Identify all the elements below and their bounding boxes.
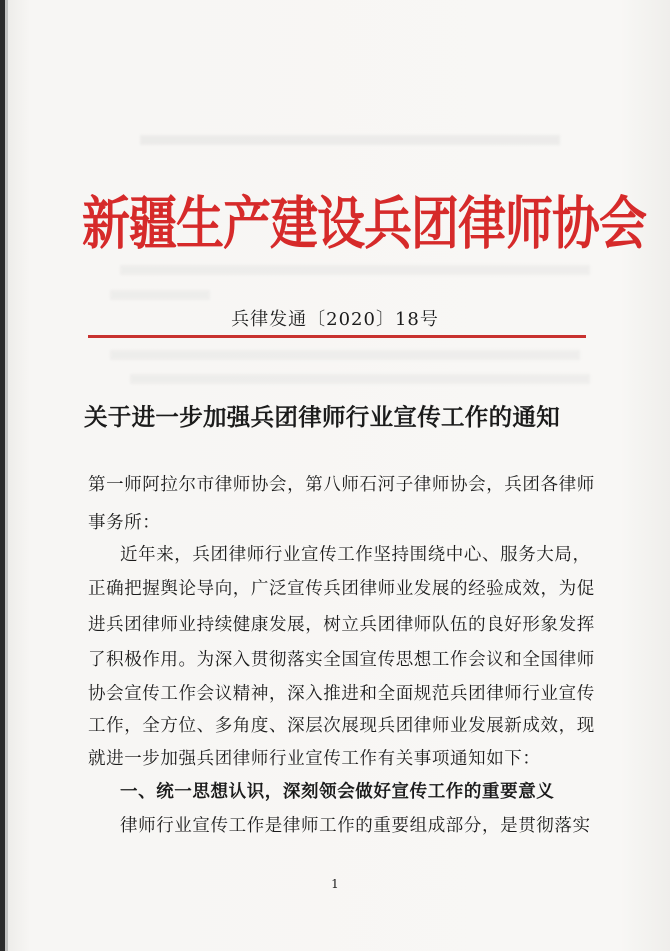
red-divider-rule [88,335,586,338]
body-line: 律师行业宣传工作是律师工作的重要组成部分，是贯彻落实 [120,816,591,836]
organization-header: 新疆生产建设兵团律师协会 [82,191,647,258]
body-line: 正确把握舆论导向，广泛宣传兵团律师业发展的经验成效，为促 [88,579,595,599]
document-number: 兵律发通〔2020〕18号 [231,309,439,330]
bleed-through-3 [110,290,210,300]
body-line: 协会宣传工作会议精神，深入推进和全面规范兵团律师行业宣传 [88,684,595,704]
body-line: 工作，全方位、多角度、深层次展现兵团律师业发展新成效，现 [88,716,595,736]
bleed-through-5 [130,374,590,384]
bleed-through-4 [110,350,580,360]
body-line: 了积极作用。为深入贯彻落实全国宣传思想工作会议和全国律师 [88,650,595,670]
section-heading: 一、统一思想认识，深刻领会做好宣传工作的重要意义 [120,782,555,802]
body-line: 第一师阿拉尔市律师协会，第八师石河子律师协会，兵团各律师 [88,475,595,495]
scan-edge-shadow [5,0,8,951]
body-line: 就进一步加强兵团律师行业宣传工作有关事项通知如下： [88,749,541,769]
notice-title: 关于进一步加强兵团律师行业宣传工作的通知 [84,403,560,431]
body-line: 近年来，兵团律师行业宣传工作坚持围绕中心、服务大局， [120,545,591,565]
bleed-through-1 [140,135,560,145]
bleed-through-2 [120,265,590,275]
body-line: 事务所： [88,513,161,533]
body-line: 进兵团律师业持续健康发展，树立兵团律师队伍的良好形象发挥 [88,615,595,635]
page-number: 1 [331,877,339,891]
